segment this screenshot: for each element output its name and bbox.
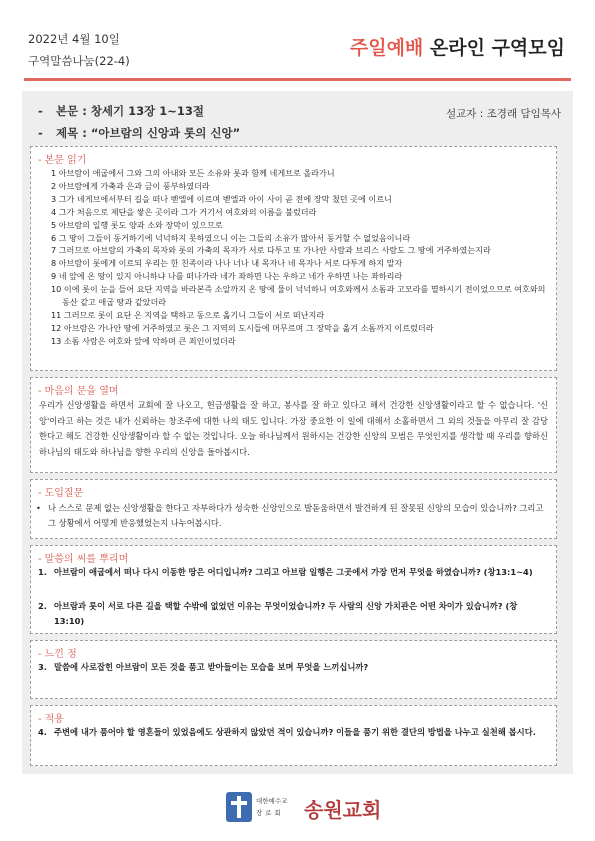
- reading-section: [30, 146, 557, 371]
- verse-list: [51, 167, 546, 348]
- denomination-sublabel: 장로회: [256, 809, 284, 817]
- heart-section: [30, 377, 557, 473]
- section-title: - 적용: [38, 714, 64, 725]
- question-text: 아브람과 롯이 서로 다른 길을 택할 수밖에 없었던 이유는 무엇이었습니까? 두 사람의 신앙 가치관은 어떤 차이가 있습니까? (창13:10): [54, 601, 518, 626]
- cross-icon: [226, 792, 252, 822]
- verse-item: 9 네 앞에 온 땅이 있지 아니하냐 나를 떠나가라 네가 좌하면 나는 우하고 네가 우하면 나는 좌하리라: [51, 271, 403, 282]
- intro-question-text: 나 스스로 문제 없는 신앙생활을 한다고 자부하다가 성숙한 신앙인으로 발돋움하면서 발견하게 된 잘못된 신앙의 모습이 있습니까? 그리고 그 상황에서 어떻게 반응했었는지 나누어봅시다.: [48, 503, 544, 528]
- question-number: 3.: [38, 662, 47, 672]
- section-title: - 느낀 점: [38, 649, 77, 660]
- question-2: [38, 599, 544, 628]
- section-title: - 마음의 문을 열며: [38, 386, 119, 397]
- section-title: - 도입질문: [38, 488, 84, 499]
- question-text: 말씀에 사로잡힌 아브람이 모든 것을 품고 받아들이는 모습을 보며 무엇을 느끼십니까?: [54, 662, 369, 672]
- section-title: - 말씀의 씨를 뿌리며: [38, 554, 129, 565]
- page-title: [350, 33, 565, 60]
- page-title-accent: 주일예배: [349, 37, 424, 59]
- verse-item: 11 그러므로 롯이 요단 온 지역을 택하고 동으로 옮기니 그들이 서로 떠난지라: [51, 309, 325, 320]
- dash-marker: -: [38, 104, 43, 118]
- heart-paragraph: 우리가 신앙생활을 하면서 교회에 잘 나오고, 헌금생활을 잘 하고, 봉사를 잘 하고 있다고 해서 건강한 신앙생활이라고 할 수 없습니다. '신앙'이라고 하는 것은 내가 신뢰하는 창조주에 대한 나의 태도 입니다. 가장 중요한 이 일에 대해서 소홀하면서 그 외의 것들을 아무리 잘 감당한다고 해도 건강한 신앙생활이라 할 수 없는 것입니다. 오늘 하나님께서 원하시는 건강한 신앙의 모범은 무엇인지를 생각할 때 우리를 향하신 하나님의 태도와 하나님을 향한 우리의 신앙을 돌아봅시다.: [39, 400, 548, 457]
- question-number: 4.: [38, 727, 47, 737]
- verse-item: 12 아브람은 가나안 땅에 거주하였고 롯은 그 지역의 도시들에 머무르며 그 장막을 옮겨 소돔까지 이르렀더라: [51, 322, 434, 333]
- worship-date: 2022년 4월 10일: [28, 32, 120, 46]
- church-name: 송원교회: [304, 798, 382, 822]
- page-title-rest: 온라인 구역모임: [423, 37, 565, 59]
- question-1: [38, 565, 544, 580]
- header-info: [28, 28, 130, 72]
- apply-section: [30, 705, 557, 766]
- question-number: 2.: [38, 601, 47, 611]
- verse-item: 5 아브람의 일행 롯도 양과 소와 장막이 있으므로: [51, 219, 223, 230]
- denomination-label: 대한예수교: [256, 797, 288, 805]
- question-text: 아브람이 애굽에서 떠나 다시 이동한 땅은 어디입니까? 그리고 아브람 일행은 그곳에서 가장 먼저 무엇을 하였습니까? (창13:1~4): [54, 567, 533, 577]
- question-text: 주변에 내가 품어야 할 영혼들이 있었음에도 상관하지 않았던 적이 있습니까? 이들을 품기 위한 결단의 방법을 나누고 실천해 봅시다.: [54, 727, 536, 737]
- church-logo: [226, 790, 382, 826]
- preacher-label: 설교자 : 조경래 담임목사: [446, 108, 561, 120]
- scripture-reference: [38, 103, 204, 119]
- verse-item: 6 그 땅이 그들이 동거하기에 넉넉하지 못하였으니 이는 그들의 소유가 많아서 동거할 수 없었음이니라: [51, 232, 411, 243]
- verse-item: 3 그가 네게브에서부터 길을 떠나 벧엘에 이르며 벧엘과 아이 사이 곧 전에 장막 쳤던 곳에 이르니: [51, 193, 392, 204]
- session-subtitle: 구역말씀나눔(22-4): [28, 54, 130, 68]
- question-3: [38, 660, 544, 675]
- verse-item: 10 이에 롯이 눈을 들어 요단 지역을 바라본즉 소알까지 온 땅에 물이 넉넉하니 여호와께서 소돔과 고모라를 멸하시기 전이었으므로 여호와의 동산 같고 애굽 땅과 같았더라: [51, 284, 546, 308]
- question-4: [38, 725, 544, 740]
- word-section: [30, 545, 557, 634]
- sermon-title-text: 제목 : “아브람의 신앙과 롯의 신앙”: [56, 126, 241, 140]
- scripture-reference-text: 본문 : 창세기 13장 1~13절: [56, 104, 205, 118]
- verse-item: 7 그러므로 아브람의 가축의 목자와 롯의 가축의 목자가 서로 다투고 또 가나안 사람과 브리스 사람도 그 땅에 거주하였는지라: [51, 245, 491, 256]
- section-title: - 본문 읽기: [38, 155, 87, 166]
- intro-question-section: [30, 479, 557, 539]
- verse-item: 13 소돔 사람은 여호와 앞에 악하며 큰 죄인이었더라: [51, 335, 236, 346]
- verse-item: 8 아브람이 롯에게 이르되 우리는 한 친족이라 나나 너나 내 목자나 네 목자나 서로 다투게 하지 말자: [51, 258, 403, 269]
- header-divider: [24, 78, 571, 81]
- sermon-title: [38, 125, 240, 141]
- question-number: 1.: [38, 567, 47, 577]
- dash-marker: -: [38, 126, 43, 140]
- verse-item: 1 아브람이 애굽에서 그와 그의 아내와 모든 소유와 롯과 함께 네게브로 올라가니: [51, 168, 335, 178]
- feel-section: [30, 640, 557, 699]
- verse-item: 4 그가 처음으로 제단을 쌓은 곳이라 그가 거기서 여호와의 이름을 불렀더라: [51, 206, 317, 217]
- intro-question: [36, 501, 544, 530]
- bullet-marker: •: [36, 503, 41, 513]
- verse-item: 2 아브람에게 가축과 은과 금이 풍부하였더라: [51, 180, 210, 191]
